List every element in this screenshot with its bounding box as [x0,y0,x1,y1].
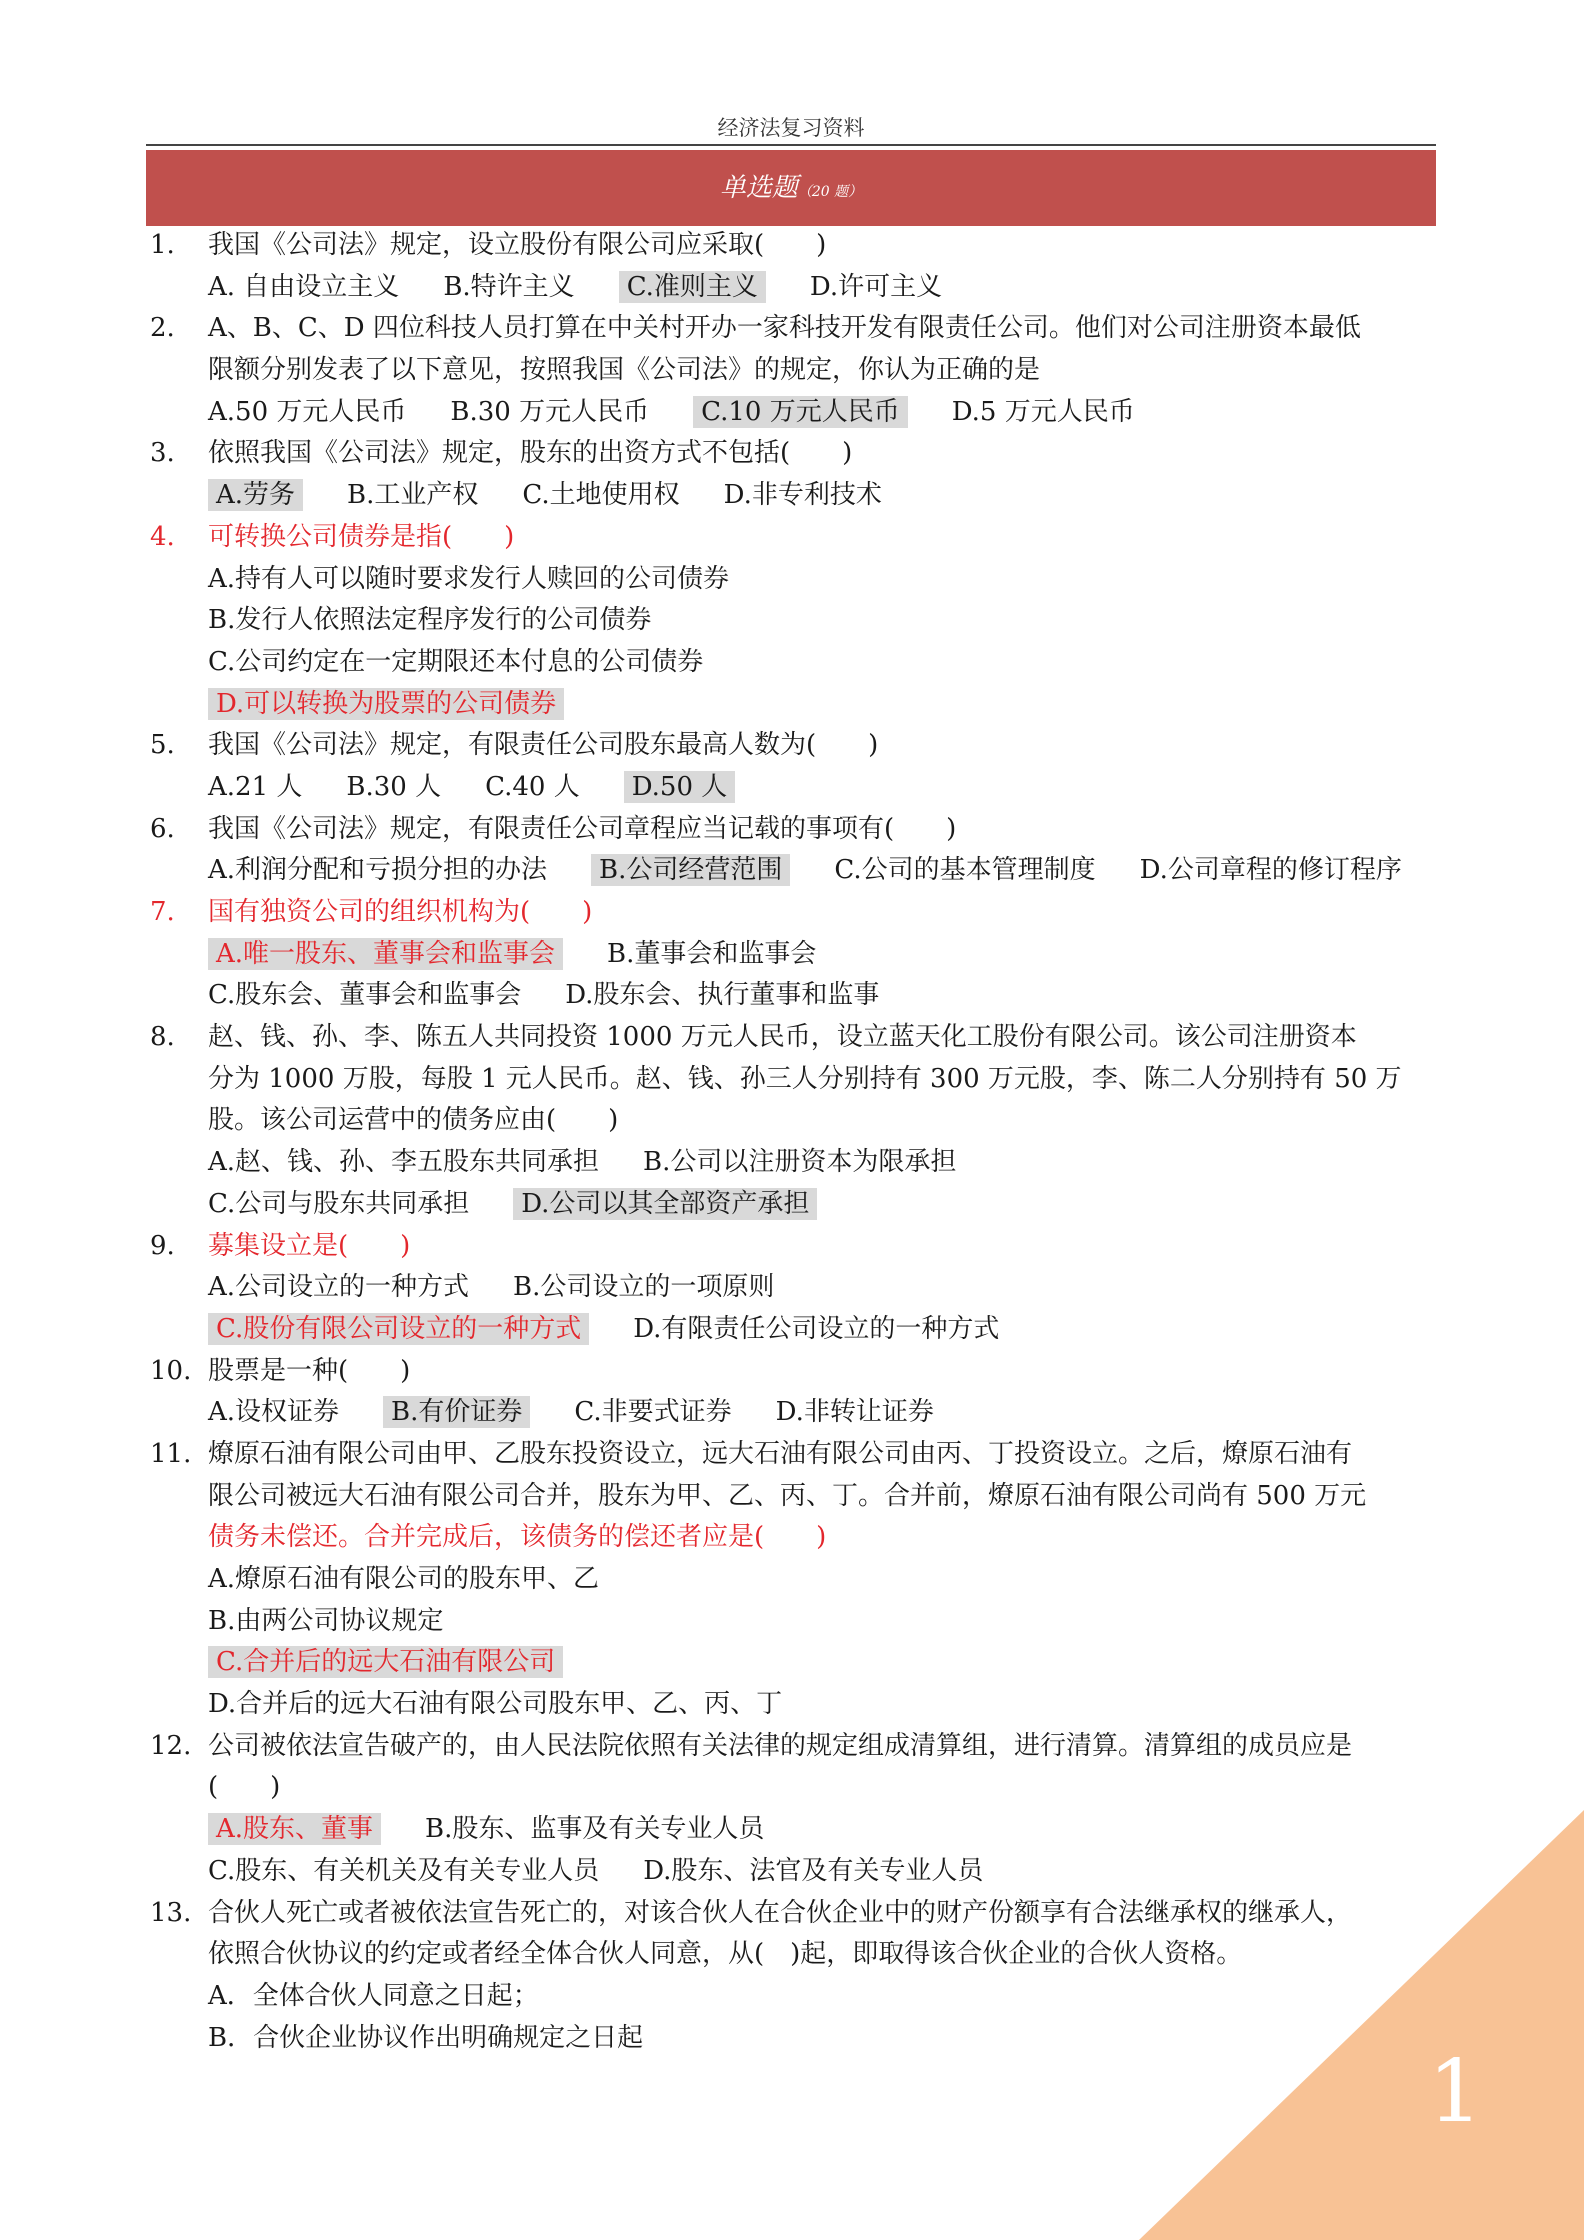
question-number: 3. [150,438,175,469]
option: B.工业产权 [347,480,479,511]
question-number: 2. [150,313,175,344]
options-row [208,1267,818,1309]
question-text: 分为 1000 万股，每股 1 元人民币。赵、钱、孙三人分别持有 300 万元股，李、陈二人分别持有 50 万 [208,1063,1402,1094]
question-text: B.发行人依照法定程序发行的公司债券 [208,605,652,636]
option: A.设权证券 [208,1397,340,1428]
question-line [150,642,1440,684]
question-text: 我国《公司法》规定，有限责任公司章程应当记载的事项有( ) [208,813,957,844]
question-text: A.持有人可以随时要求发行人赎回的公司债券 [208,563,730,594]
option: A.21 人 [208,771,303,802]
question-line [150,1142,1440,1184]
question-number: 7. [150,897,175,927]
question-text: A.燎原石油有限公司的股东甲、乙 [208,1564,600,1594]
option: B.公司经营范围 [591,854,790,886]
option: A.唯一股东、董事会和监事会 [208,938,563,970]
question-text: 我国《公司法》规定，有限责任公司股东最高人数为( ) [208,730,879,761]
question-line [150,392,1440,434]
question-text: 债务未偿还。合并完成后，该债务的偿还者应是( ) [208,1522,827,1553]
question-line [150,1392,1440,1434]
option: D.可以转换为股票的公司债券 [208,688,564,720]
options-row [208,767,779,809]
question-text: A．全体合伙人同意之日起； [208,1980,539,2011]
question-number: 10. [150,1355,192,1386]
options-row [208,934,860,976]
question-line [150,1476,1440,1518]
option: A.利润分配和亏损分担的办法 [208,855,548,886]
option: A.50 万元人民币 [208,396,407,427]
question-line [150,975,1440,1017]
question-line [150,1226,1440,1268]
question-text: B.由两公司协议规定 [208,1605,444,1636]
option: B.特许主义 [443,271,575,302]
options-row [208,1851,1027,1893]
question-text: 依照合伙协议的约定或者经全体合伙人同意，从( )起，即取得该合伙企业的合伙人资格。 [208,1939,1243,1970]
option: C.公司与股东共同承担 [208,1188,470,1219]
question-text: 合伙人死亡或者被依法宣告死亡的，对该合伙人在合伙企业中的财产份额享有合法继承权的继承人， [208,1897,1353,1928]
option: B.30 万元人民币 [450,396,650,427]
option: C.10 万元人民币 [693,396,908,428]
question-text: 燎原石油有限公司由甲、乙股东投资设立，远大石油有限公司由丙、丁投资设立。之后，燎原石油有 [208,1438,1353,1469]
question-line [150,1767,1440,1809]
option: D.公司章程的修订程序 [1139,855,1402,886]
question-text: 募集设立是( ) [208,1230,411,1261]
question-line [150,350,1440,392]
question-line [150,1351,1440,1393]
option: D.股东、法官及有关专业人员 [643,1855,984,1886]
option: C.土地使用权 [522,480,680,511]
options-row [208,1184,861,1226]
question-number: 8. [150,1022,175,1053]
question-line [150,1100,1440,1142]
question-text: 依照我国《公司法》规定，股东的出资方式不包括( ) [208,438,853,469]
option: C.股东会、董事会和监事会 [208,980,522,1011]
option: B.公司以注册资本为限承担 [643,1147,957,1178]
option: C.股份有限公司设立的一种方式 [208,1313,589,1345]
question-text: 我国《公司法》规定，设立股份有限公司应采取( ) [208,230,827,260]
question-text: C.公司约定在一定期限还本付息的公司债券 [208,646,704,677]
section-count: （20 题） [797,184,863,200]
question-line [150,1059,1440,1101]
question-line [150,892,1440,934]
question-line [150,1267,1440,1309]
option: D.股东会、执行董事和监事 [565,980,880,1011]
option: C.非要式证券 [574,1397,732,1428]
options-row [208,1809,808,1851]
option: A.赵、钱、孙、李五股东共同承担 [208,1147,600,1178]
question-number: 9. [150,1230,175,1261]
question-line [150,809,1440,851]
question-line [150,1726,1440,1768]
options-row [208,850,1446,892]
option: D.许可主义 [809,271,943,302]
option: C.准则主义 [619,271,766,303]
question-line [150,767,1440,809]
option: D.非转让证券 [775,1397,934,1428]
corner-decoration [1139,1810,1584,2240]
options-row [208,267,986,309]
options-row [208,1142,1000,1184]
question-number: 1. [150,230,175,260]
options-row [208,1392,978,1434]
question-text: 公司被依法宣告破产的，由人民法院依照有关法律的规定组成清算组，进行清算。清算组的成员应是 [208,1730,1353,1761]
option: B.30 人 [346,771,442,802]
section-title: 单选题 [719,173,798,203]
header-rule [146,144,1436,146]
options-row [208,475,926,517]
question-line [150,934,1440,976]
section-banner [146,150,1436,226]
question-line [150,1017,1440,1059]
question-number: 12. [150,1730,192,1761]
option: B.股东、监事及有关专业人员 [425,1814,765,1845]
option: A.劳务 [208,479,303,511]
question-line [150,1434,1440,1476]
option: B.董事会和监事会 [607,938,817,969]
options-row [208,1642,607,1684]
question-line [150,1184,1440,1226]
question-text: 赵、钱、孙、李、陈五人共同投资 1000 万元人民币，设立蓝天化工股份有限公司。该公司注册资本 [208,1022,1357,1053]
question-number: 4. [150,521,175,552]
question-text: 股票是一种( ) [208,1355,411,1386]
option: D.有限责任公司设立的一种方式 [633,1313,1000,1344]
question-line [150,433,1440,475]
question-number: 13. [150,1897,192,1928]
question-text: 国有独资公司的组织机构为( ) [208,897,593,927]
question-text: 限公司被远大石油有限公司合并，股东为甲、乙、丙、丁。合并前，燎原石油有限公司尚有 500 万元 [208,1480,1367,1511]
question-text: D.合并后的远大石油有限公司股东甲、乙、丙、丁 [208,1689,783,1720]
option: A.公司设立的一种方式 [208,1272,470,1303]
option: D.公司以其全部资产承担 [513,1188,817,1220]
question-line [150,517,1440,559]
option: D.50 人 [624,771,736,803]
question-line [150,1684,1440,1726]
option: C.40 人 [485,771,580,802]
option: C.合并后的远大石油有限公司 [208,1646,563,1678]
options-row [208,1309,1043,1351]
question-line [150,1309,1440,1351]
option: B.公司设立的一项原则 [513,1272,775,1303]
question-line [150,559,1440,601]
question-line [150,1559,1440,1601]
running-header: 经济法复习资料 [717,116,865,140]
question-line [150,1642,1440,1684]
question-number: 6. [150,813,175,844]
question-text: 可转换公司债券是指( ) [208,521,515,552]
option: D.非专利技术 [723,480,882,511]
question-text: 股。该公司运营中的债务应由( ) [208,1105,619,1136]
question-line [150,600,1440,642]
question-text: B．合伙企业协议作出明确规定之日起 [208,2022,644,2053]
options-row [208,684,608,726]
option: C.公司的基本管理制度 [834,855,1096,886]
question-number: 11. [150,1438,192,1469]
question-text: 限额分别发表了以下意见，按照我国《公司法》的规定，你认为正确的是 [208,355,1041,386]
options-row [208,975,923,1017]
option: D.5 万元人民币 [951,396,1135,427]
question-line [150,1601,1440,1643]
question-line [150,225,1440,267]
question-text: A、B、C、D 四位科技人员打算在中关村开办一家科技开发有限责任公司。他们对公司注册资本最低 [208,313,1361,344]
question-line [150,267,1440,309]
question-line [150,308,1440,350]
option: B.有价证券 [383,1396,530,1428]
option: A.股东、董事 [208,1813,381,1845]
option: C.股东、有关机关及有关专业人员 [208,1855,600,1886]
question-number: 5. [150,730,175,761]
question-line [150,850,1440,892]
question-line [150,1517,1440,1559]
options-row [208,392,1179,434]
question-line [150,475,1440,517]
question-line [150,725,1440,767]
question-list [150,225,1440,2059]
page-number: 1 [1428,2042,1483,2142]
question-text: ( ) [208,1772,281,1803]
question-line [150,684,1440,726]
option: A. 自由设立主义 [208,271,400,302]
